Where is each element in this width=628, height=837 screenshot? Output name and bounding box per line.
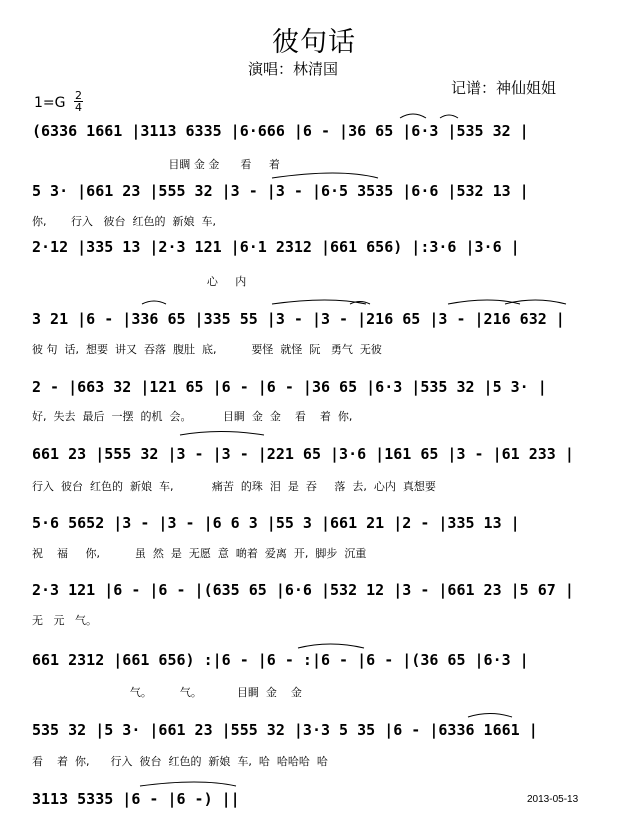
time-signature-bottom: 4 <box>75 101 82 114</box>
notation-line-5: 2 - |663 32 |121 65 |6 - |6 - |36 65 |6·3 |535 32 |5 3· | <box>32 378 547 396</box>
lyric-line-2: 你, 行入 彼台 红色的 新娘 车, <box>32 215 216 228</box>
lyric-line-9: 气。 气。 目睭 金 金 <box>32 686 302 699</box>
time-signature <box>74 91 83 112</box>
transcriber-credit: 记谱：神仙姐姐 <box>451 79 557 97</box>
notation-line-2: 5 3· |661 23 |555 32 |3 - |3 - |6·5 3535 |6·6 |532 13 | <box>32 182 529 200</box>
notation-line-10: 535 32 |5 3· |661 23 |555 32 |3·3 5 35 |6 - |6336 1661 | <box>32 721 538 739</box>
lyric-line-10: 看 着 你, 行入 彼台 红色的 新娘 车, 哈 哈哈哈 哈 <box>32 755 328 768</box>
lyric-line-4: 彼 句 话, 想要 讲又 吞落 腹肚 底, 要怪 就怪 阮 勇气 无彼 <box>32 343 382 356</box>
lyric-line-7: 祝 福 你, 虽 然 是 无愿 意 啲着 爱离 开, 脚步 沉重 <box>32 547 367 560</box>
slur-mark <box>272 173 378 178</box>
notation-line-3: 2·12 |335 13 |2·3 121 |6·1 2312 |661 656) |:3·6 |3·6 | <box>32 238 520 256</box>
slur-mark <box>350 302 370 305</box>
time-signature-top: 2 <box>75 89 82 102</box>
singer-credit: 演唱：林清国 <box>248 60 339 78</box>
slur-mark <box>140 782 236 786</box>
lyric-line-5: 好, 失去 最后 一摆 的机 会。 目睭 金 金 看 着 你, <box>32 410 353 423</box>
notation-line-4: 3 21 |6 - |336 65 |335 55 |3 - |3 - |216 65 |3 - |216 632 | <box>32 310 565 328</box>
notation-line-9: 661 2312 |661 656) :|6 - |6 - :|6 - |6 - |(36 65 |6·3 | <box>32 651 529 669</box>
notation-line-1: (6336 1661 |3113 6335 |6·666 |6 - |36 65 |6·3 |535 32 | <box>32 122 529 140</box>
notation-line-11: 3113 5335 |6 - |6 -) || <box>32 790 240 808</box>
slur-mark <box>448 300 520 304</box>
slur-mark <box>272 300 366 304</box>
slur-mark <box>142 301 166 304</box>
lyric-line-3: 心 内 <box>32 275 247 288</box>
slur-mark <box>505 300 566 304</box>
lyric-line-1: 目睭 金 金 看 着 <box>32 158 280 171</box>
notation-line-6: 661 23 |555 32 |3 - |3 - |221 65 |3·6 |161 65 |3 - |61 233 | <box>32 445 574 463</box>
notation-line-8: 2·3 121 |6 - |6 - |(635 65 |6·6 |532 12 |3 - |661 23 |5 67 | <box>32 581 574 599</box>
lyric-line-8: 无 元 气。 <box>32 614 97 627</box>
slur-mark <box>400 114 426 118</box>
notation-line-7: 5·6 5652 |3 - |3 - |6 6 3 |55 3 |661 21 |2 - |335 13 | <box>32 514 520 532</box>
slur-mark <box>440 115 458 118</box>
key-signature: 1=G <box>34 95 66 111</box>
transcription-date: 2013-05-13 <box>527 794 579 805</box>
slur-mark <box>298 644 364 648</box>
lyric-line-6: 行入 彼台 红色的 新娘 车, 痛苦 的珠 泪 是 吞 落 去, 心内 真想要 <box>32 480 436 493</box>
song-title: 彼句话 <box>272 27 356 58</box>
slur-mark <box>180 432 264 436</box>
slur-mark <box>468 714 512 718</box>
